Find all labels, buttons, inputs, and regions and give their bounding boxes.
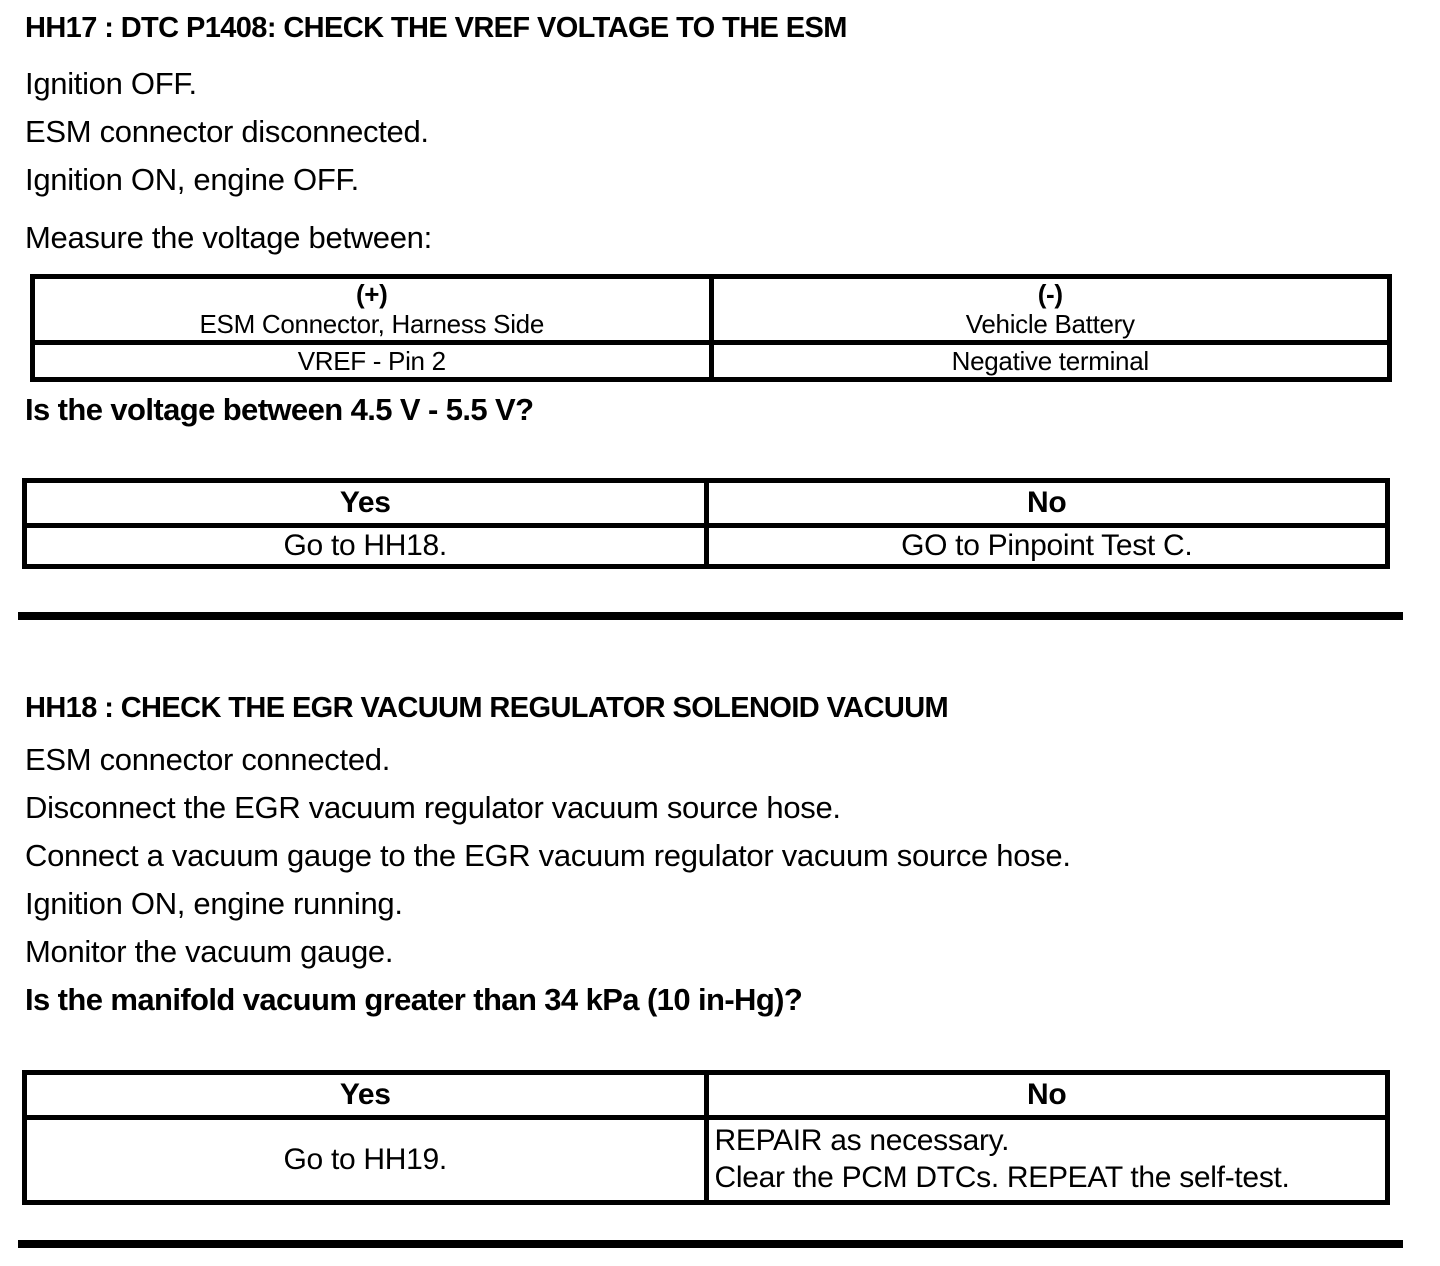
table-row [25,1118,1388,1203]
decision-question-hh17: Is the voltage between 4.5 V - 5.5 V? [25,392,534,427]
yes-no-table-hh18 [22,1070,1390,1205]
positive-lead-header-cell [33,277,712,343]
positive-source-label: ESM Connector, Harness Side [199,309,544,339]
section-divider [18,612,1403,620]
instruction-line: Ignition ON, engine running. [25,886,403,921]
no-action-cell: GO to Pinpoint Test C. [706,526,1388,567]
table-row [33,343,1390,380]
no-header-cell: No [706,1073,1388,1118]
no-header-cell: No [706,481,1388,526]
table-row [25,481,1388,526]
instruction-line: Disconnect the EGR vacuum regulator vacuum source hose. [25,790,841,825]
yes-header-cell: Yes [25,481,707,526]
decision-question-hh18: Is the manifold vacuum greater than 34 kPa (10 in-Hg)? [25,982,803,1017]
table-row [25,526,1388,567]
instruction-line: ESM connector disconnected. [25,114,429,149]
no-action-line: REPAIR as necessary. [714,1124,1010,1157]
negative-sign: (-) [1037,279,1063,309]
instruction-line: Ignition ON, engine OFF. [25,162,359,197]
yes-action-cell: Go to HH18. [25,526,707,567]
instruction-line: Measure the voltage between: [25,220,432,255]
step-title-hh18: HH18 : CHECK THE EGR VACUUM REGULATOR SOLENOID VACUUM [25,692,949,724]
instructions-hh17 [25,60,1440,262]
yes-action-cell: Go to HH19. [25,1118,707,1203]
voltage-measurement-table [30,274,1392,382]
table-row [25,1073,1388,1118]
negative-lead-header-cell [711,277,1390,343]
instruction-line: Ignition OFF. [25,66,197,101]
step-title-hh17: HH17 : DTC P1408: CHECK THE VREF VOLTAGE TO THE ESM [25,12,847,44]
positive-point-cell: VREF - Pin 2 [33,343,712,380]
table-row [33,277,1390,343]
test-step-hh18 [0,692,1440,1248]
negative-point-cell: Negative terminal [711,343,1390,380]
no-action-line: Clear the PCM DTCs. REPEAT the self-test. [714,1161,1290,1194]
no-action-cell [706,1118,1388,1203]
instruction-line: Connect a vacuum gauge to the EGR vacuum regulator vacuum source hose. [25,838,1071,873]
page-bottom-divider [18,1240,1403,1248]
instructions-hh18 [25,736,1440,1024]
positive-sign: (+) [355,279,388,309]
yes-header-cell: Yes [25,1073,707,1118]
yes-no-table-hh17 [22,478,1390,569]
test-step-hh17 [0,0,1440,620]
instruction-line: ESM connector connected. [25,742,391,777]
negative-source-label: Vehicle Battery [965,309,1135,339]
instruction-line: Monitor the vacuum gauge. [25,934,394,969]
